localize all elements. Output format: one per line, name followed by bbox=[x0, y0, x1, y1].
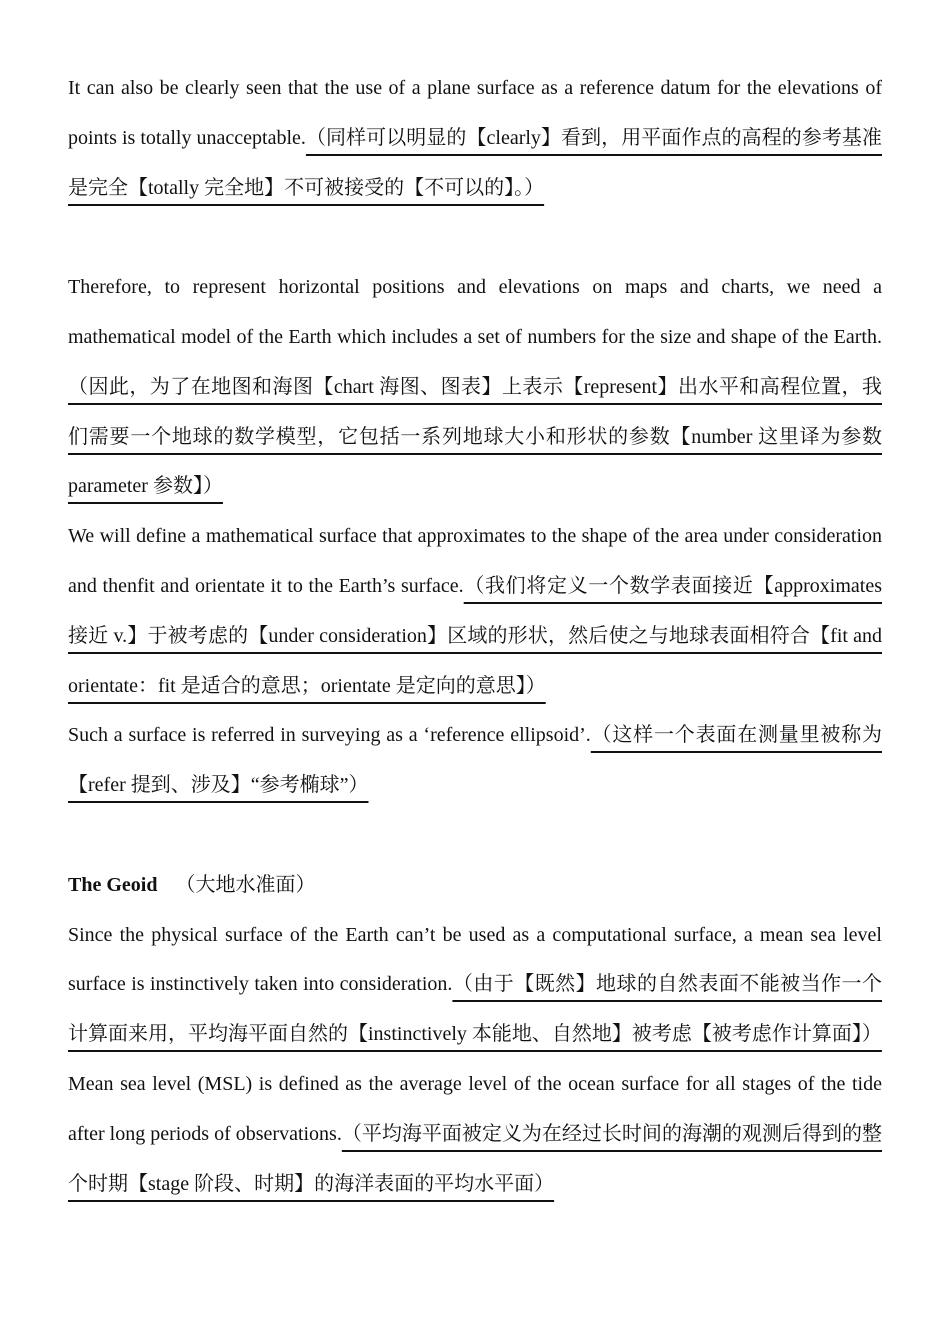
paragraph-english: We will define a mathematical surface that approximates to the shape of the area under consideration and thenfit and orientate it to the Earth’s surface. bbox=[68, 525, 882, 597]
paragraph-mean-sea-level-surface bbox=[68, 911, 882, 1060]
blank-line bbox=[68, 811, 882, 861]
paragraph-reference-ellipsoid bbox=[68, 711, 882, 811]
paragraph-english: Such a surface is referred in surveying as a ‘reference ellipsoid’. bbox=[68, 724, 591, 747]
paragraph-chinese-translation: （由于【既然】地球的自然表面不能被当作一个计算面来用，平均海平面自然的【instinctively 本能地、自然地】被考虑【被考虑作计算面】） bbox=[68, 973, 882, 1046]
paragraph-chinese-translation: （这样一个表面在测量里被称为【refer 提到、涉及】“参考椭球”） bbox=[68, 724, 883, 797]
paragraph-msl-definition bbox=[68, 1060, 882, 1209]
paragraph-chinese-translation: （同样可以明显的【clearly】看到，用平面作点的高程的参考基准是完全【totally 完全地】不可被接受的【不可以的】。） bbox=[68, 126, 882, 199]
paragraph-chinese-translation: （因此，为了在地图和海图【chart 海图、图表】上表示【represent】出水平和高程位置，我们需要一个地球的数学模型，它包括一系列地球大小和形状的参数【number 这里译为参数 parameter 参数】） bbox=[68, 375, 882, 498]
paragraph-plane-surface bbox=[68, 64, 882, 213]
document-page bbox=[68, 64, 882, 1209]
paragraph-english: Therefore, to represent horizontal positions and elevations on maps and charts, we need a mathematical model of the Earth which includes a set of numbers for the size and shape of the Earth. bbox=[68, 276, 882, 348]
section-title: The Geoid bbox=[68, 873, 158, 896]
paragraph-english: Since the physical surface of the Earth can’t be used as a computational surface, a mean sea level surface is instinctively taken into consideration. bbox=[68, 923, 882, 996]
paragraph-english: Mean sea level (MSL) is defined as the average level of the ocean surface for all stages of the tide after long periods of observations. bbox=[68, 1072, 882, 1145]
paragraph-mathematical-surface bbox=[68, 512, 882, 711]
section-heading bbox=[68, 861, 882, 911]
paragraph-chinese-translation: （我们将定义一个数学表面接近【approximates 接近 v.】于被考虑的【under consideration】区域的形状，然后使之与地球表面相符合【fit and orientate：fit 是适合的意思；orientate 是定向的意思】） bbox=[68, 574, 882, 697]
blank-line bbox=[68, 213, 882, 263]
paragraph-mathematical-model bbox=[68, 263, 882, 512]
paragraph-english: It can also be clearly seen that the use of a plane surface as a reference datum for the elevations of points is totally unacceptable. bbox=[68, 77, 882, 149]
section-title-chinese: （大地水准面） bbox=[175, 873, 316, 896]
paragraph-chinese-translation: （平均海平面被定义为在经过长时间的海潮的观测后得到的整个时期【stage 阶段、时期】的海洋表面的平均水平面） bbox=[68, 1122, 882, 1195]
